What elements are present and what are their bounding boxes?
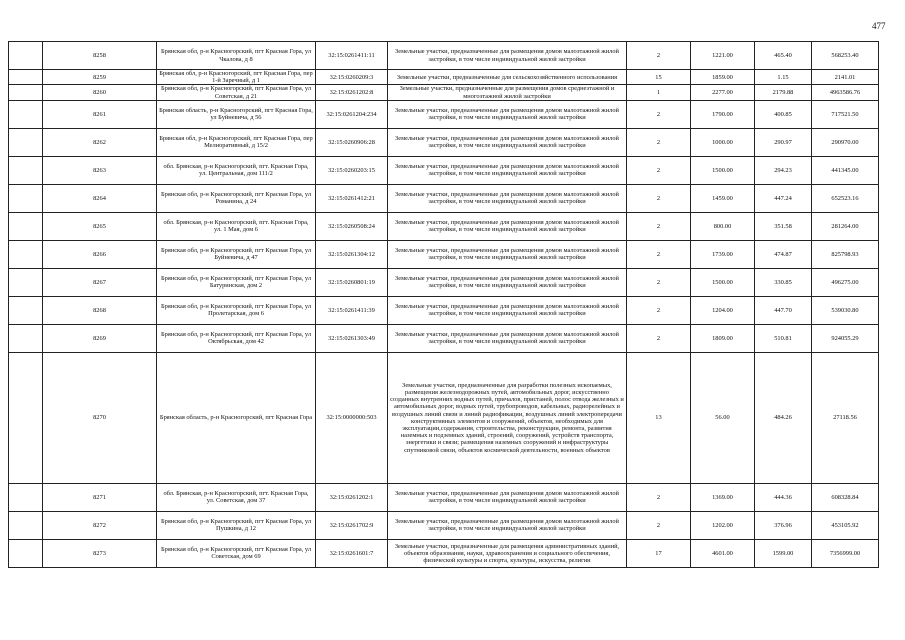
cadastral-number-cell: 32:15:0261303:49: [316, 324, 388, 352]
group-number-cell: 2: [627, 296, 691, 324]
table-row: [9, 352, 879, 483]
cadastral-value-cell: 825798.93: [812, 240, 879, 268]
address-cell: Брянская обл, р-н Красногорский, пгт Красная Гора, пер 1-й Заречный, д 1: [157, 70, 316, 85]
area-cell: 1459.00: [691, 184, 755, 212]
table-row: [9, 324, 879, 352]
row-number: 8264: [43, 184, 157, 212]
group-number-cell: 2: [627, 212, 691, 240]
cadastral-value-cell: 539030.80: [812, 296, 879, 324]
row-number: 8267: [43, 268, 157, 296]
address-cell: обл. Брянская, р-н Красногорский, пгт. Красная Гора, ул. Центральная, дом 111/2: [157, 156, 316, 184]
table-row: [9, 156, 879, 184]
land-use-purpose-cell: Земельные участки, предназначенные для размещения домов малоэтажной жилой застройки, в том числе индивидуальной жилой застройки: [388, 100, 627, 128]
cadastral-number-cell: 32:15:0261412:21: [316, 184, 388, 212]
row-blank-cell: [9, 240, 43, 268]
table-row: [9, 128, 879, 156]
cadastral-value-cell: 27118.56: [812, 352, 879, 483]
land-use-purpose-cell: Земельные участки, предназначенные для размещения административных зданий, объектов образования, науки, здравоохранения и социального обеспечения, физической культуры и спорта, культуры, искусства, религии: [388, 539, 627, 567]
row-number: 8271: [43, 483, 157, 511]
table-row: [9, 296, 879, 324]
specific-value-cell: 1599.00: [755, 539, 812, 567]
specific-value-cell: 484.26: [755, 352, 812, 483]
address-cell: Брянская обл, р-н Красногорский, пгт Красная Гора, ул Пушкина, д 12: [157, 511, 316, 539]
group-number-cell: 2: [627, 240, 691, 268]
address-cell: Брянская область, р-н Красногорский, пгт Красная Гора: [157, 352, 316, 483]
table-row: [9, 184, 879, 212]
table-row: [9, 483, 879, 511]
row-blank-cell: [9, 296, 43, 324]
specific-value-cell: 474.87: [755, 240, 812, 268]
land-use-purpose-cell: Земельные участки, предназначенные для размещения домов малоэтажной жилой застройки, в том числе индивидуальной жилой застройки: [388, 296, 627, 324]
row-number: 8263: [43, 156, 157, 184]
group-number-cell: 2: [627, 511, 691, 539]
cadastral-number-cell: 32:15:0260508:24: [316, 212, 388, 240]
row-number: 8270: [43, 352, 157, 483]
row-blank-cell: [9, 352, 43, 483]
cadastral-value-cell: 608328.84: [812, 483, 879, 511]
row-blank-cell: [9, 511, 43, 539]
cadastral-value-cell: 652523.16: [812, 184, 879, 212]
specific-value-cell: 294.23: [755, 156, 812, 184]
table-row: [9, 268, 879, 296]
specific-value-cell: 351.58: [755, 212, 812, 240]
cadastral-number-cell: 32:15:0261601:7: [316, 539, 388, 567]
row-blank-cell: [9, 70, 43, 85]
cadastral-value-cell: 441345.00: [812, 156, 879, 184]
row-blank-cell: [9, 42, 43, 70]
group-number-cell: 2: [627, 268, 691, 296]
row-blank-cell: [9, 268, 43, 296]
address-cell: Брянская обл, р-н Красногорский, пгт Красная Гора, ул Советская, д 21: [157, 85, 316, 100]
area-cell: 1221.00: [691, 42, 755, 70]
specific-value-cell: 330.85: [755, 268, 812, 296]
specific-value-cell: 447.24: [755, 184, 812, 212]
land-use-purpose-cell: Земельные участки, предназначенные для разработки полезных ископаемых, размещения железнодорожных путей, автомобильных дорог, искусственно созданных внутренних водных путей, причалов, пристаней, полос отвода железных и автомобильных дорог, водных путей, трубопроводов, кабельных, радиорелейных и воздушных линий связи и линий радиофикации, воздушных линий электропередачи конструктивных элементов и сооружений, объектов, необходимых для эксплуатации,содержания, строительства, реконструкции, ремонта, развития наземных и подземных зданий, строений, сооружений, устройств транспорта, энергетики и связи; размещения наземных сооружений и инфраструктуры спутниковой связи, объектов космической деятельности, военных объектов: [388, 352, 627, 483]
specific-value-cell: 447.70: [755, 296, 812, 324]
cadastral-number-cell: 32:15:0260906:28: [316, 128, 388, 156]
cadastral-number-cell: 32:15:0261411:11: [316, 42, 388, 70]
row-number: 8265: [43, 212, 157, 240]
area-cell: 1790.00: [691, 100, 755, 128]
table-row: [9, 85, 879, 100]
row-number: 8261: [43, 100, 157, 128]
row-blank-cell: [9, 539, 43, 567]
area-cell: 1859.00: [691, 70, 755, 85]
address-cell: Брянская обл, р-н Красногорский, пгт Красная Гора, ул Буйневича, д 47: [157, 240, 316, 268]
row-blank-cell: [9, 128, 43, 156]
land-use-purpose-cell: Земельные участки, предназначенные для размещения домов малоэтажной жилой застройки, в том числе индивидуальной жилой застройки: [388, 212, 627, 240]
row-blank-cell: [9, 85, 43, 100]
area-cell: 800.00: [691, 212, 755, 240]
group-number-cell: 13: [627, 352, 691, 483]
group-number-cell: 2: [627, 128, 691, 156]
area-cell: 1202.00: [691, 511, 755, 539]
address-cell: Брянская обл, р-н Красногорский, пгт Красная Гора, ул Чкалова, д 8: [157, 42, 316, 70]
table-row: [9, 42, 879, 70]
address-cell: Брянская обл, р-н Красногорский, пгт Красная Гора, пер Мелиоративный, д 15/2: [157, 128, 316, 156]
land-use-purpose-cell: Земельные участки, предназначенные для размещения домов малоэтажной жилой застройки, в том числе индивидуальной жилой застройки: [388, 483, 627, 511]
cadastral-value-cell: 924055.29: [812, 324, 879, 352]
land-use-purpose-cell: Земельные участки, предназначенные для размещения домов малоэтажной жилой застройки, в том числе индивидуальной жилой застройки: [388, 184, 627, 212]
group-number-cell: 2: [627, 100, 691, 128]
cadastral-number-cell: 32:15:0000000:503: [316, 352, 388, 483]
address-cell: Брянская обл, р-н Красногорский, пгт Красная Гора, ул Батуринская, дом 2: [157, 268, 316, 296]
cadastral-value-cell: 717521.50: [812, 100, 879, 128]
specific-value-cell: 1.15: [755, 70, 812, 85]
cadastral-number-cell: 32:15:0261304:12: [316, 240, 388, 268]
cadastral-number-cell: 32:15:0260209:3: [316, 70, 388, 85]
land-use-purpose-cell: Земельные участки, предназначенные для размещения домов малоэтажной жилой застройки, в том числе индивидуальной жилой застройки: [388, 128, 627, 156]
table-row: [9, 539, 879, 567]
row-blank-cell: [9, 100, 43, 128]
specific-value-cell: 465.40: [755, 42, 812, 70]
land-use-purpose-cell: Земельные участки, предназначенные для размещения домов малоэтажной жилой застройки, в том числе индивидуальной жилой застройки: [388, 156, 627, 184]
specific-value-cell: 2179.88: [755, 85, 812, 100]
cadastral-value-cell: 4963586.76: [812, 85, 879, 100]
land-valuation-table: [8, 41, 879, 568]
cadastral-value-cell: 281264.00: [812, 212, 879, 240]
row-blank-cell: [9, 212, 43, 240]
row-blank-cell: [9, 184, 43, 212]
cadastral-number-cell: 32:15:0261204:234: [316, 100, 388, 128]
address-cell: обл. Брянская, р-н Красногорский, пгт. Красная Гора, ул. 1 Мая, дом 6: [157, 212, 316, 240]
area-cell: 1739.00: [691, 240, 755, 268]
area-cell: 2277.00: [691, 85, 755, 100]
row-number: 8268: [43, 296, 157, 324]
table-row: [9, 100, 879, 128]
group-number-cell: 2: [627, 184, 691, 212]
address-cell: обл. Брянская, р-н Красногорский, пгт. Красная Гора, ул. Советская, дом 37: [157, 483, 316, 511]
cadastral-number-cell: 32:15:0261202:8: [316, 85, 388, 100]
area-cell: 1500.00: [691, 156, 755, 184]
area-cell: 1809.00: [691, 324, 755, 352]
cadastral-number-cell: 32:15:0261702:9: [316, 511, 388, 539]
cadastral-number-cell: 32:15:0260801:19: [316, 268, 388, 296]
specific-value-cell: 444.36: [755, 483, 812, 511]
group-number-cell: 2: [627, 42, 691, 70]
cadastral-value-cell: 7356999.00: [812, 539, 879, 567]
land-use-purpose-cell: Земельные участки, предназначенные для размещения домов малоэтажной жилой застройки, в том числе индивидуальной жилой застройки: [388, 511, 627, 539]
area-cell: 4601.00: [691, 539, 755, 567]
address-cell: Брянская обл, р-н Красногорский, пгт Красная Гора, ул Романина, д 24: [157, 184, 316, 212]
cadastral-number-cell: 32:15:0261202:1: [316, 483, 388, 511]
row-blank-cell: [9, 483, 43, 511]
row-number: 8259: [43, 70, 157, 85]
table-row: [9, 240, 879, 268]
group-number-cell: 2: [627, 483, 691, 511]
land-use-purpose-cell: Земельные участки, предназначенные для сельскохозяйственного использования: [388, 70, 627, 85]
address-cell: Брянская обл, р-н Красногорский, пгт Красная Гора, ул Пролетарская, дом 6: [157, 296, 316, 324]
table-row: [9, 212, 879, 240]
cadastral-number-cell: 32:15:0260203:15: [316, 156, 388, 184]
specific-value-cell: 400.85: [755, 100, 812, 128]
cadastral-number-cell: 32:15:0261411:39: [316, 296, 388, 324]
table-body: [9, 42, 879, 568]
page-number: 477: [872, 21, 886, 31]
row-blank-cell: [9, 156, 43, 184]
row-number: 8273: [43, 539, 157, 567]
row-number: 8269: [43, 324, 157, 352]
land-use-purpose-cell: Земельные участки, предназначенные для размещения домов малоэтажной жилой застройки, в том числе индивидуальной жилой застройки: [388, 268, 627, 296]
row-number: 8262: [43, 128, 157, 156]
cadastral-value-cell: 496275.00: [812, 268, 879, 296]
group-number-cell: 2: [627, 156, 691, 184]
address-cell: Брянская обл, р-н Красногорский, пгт Красная Гора, ул Советская, дом 69: [157, 539, 316, 567]
land-use-purpose-cell: Земельные участки, предназначенные для размещения домов малоэтажной жилой застройки, в том числе индивидуальной жилой застройки: [388, 324, 627, 352]
address-cell: Брянская область, р-н Красногорский, пгт Красная Гора, ул Буйневича, д 56: [157, 100, 316, 128]
row-number: 8258: [43, 42, 157, 70]
area-cell: 1000.00: [691, 128, 755, 156]
land-use-purpose-cell: Земельные участки, предназначенные для размещения домов малоэтажной жилой застройки, в том числе индивидуальной жилой застройки: [388, 42, 627, 70]
row-number: 8260: [43, 85, 157, 100]
address-cell: Брянская обл, р-н Красногорский, пгт Красная Гора, ул Октябрьская, дом 42: [157, 324, 316, 352]
area-cell: 1204.00: [691, 296, 755, 324]
cadastral-value-cell: 453105.92: [812, 511, 879, 539]
land-use-purpose-cell: Земельные участки, предназначенные для размещения домов малоэтажной жилой застройки, в том числе индивидуальной жилой застройки: [388, 240, 627, 268]
specific-value-cell: 290.97: [755, 128, 812, 156]
group-number-cell: 17: [627, 539, 691, 567]
area-cell: 1369.00: [691, 483, 755, 511]
row-blank-cell: [9, 324, 43, 352]
specific-value-cell: 376.96: [755, 511, 812, 539]
row-number: 8272: [43, 511, 157, 539]
area-cell: 56.00: [691, 352, 755, 483]
area-cell: 1500.00: [691, 268, 755, 296]
cadastral-value-cell: 290970.00: [812, 128, 879, 156]
group-number-cell: 15: [627, 70, 691, 85]
specific-value-cell: 510.81: [755, 324, 812, 352]
table-row: [9, 511, 879, 539]
group-number-cell: 1: [627, 85, 691, 100]
table-row: [9, 70, 879, 85]
cadastral-value-cell: 568253.40: [812, 42, 879, 70]
cadastral-value-cell: 2141.01: [812, 70, 879, 85]
row-number: 8266: [43, 240, 157, 268]
land-use-purpose-cell: Земельные участки, предназначенные для размещения домов среднеэтажной и многоэтажной жилой застройки: [388, 85, 627, 100]
group-number-cell: 2: [627, 324, 691, 352]
